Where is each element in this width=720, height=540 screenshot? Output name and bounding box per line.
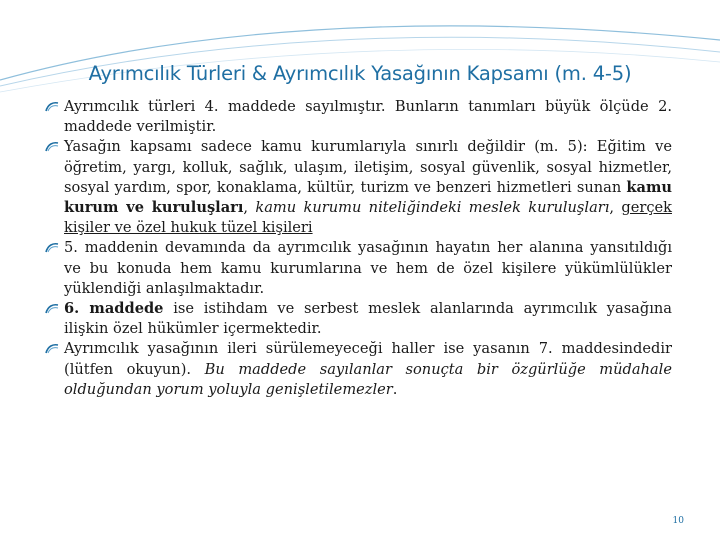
bullet-text: ,: [243, 199, 256, 217]
bullet-text: ,: [609, 199, 622, 217]
bullet-bold-text: kamu kurum ve kuruluşları: [64, 178, 672, 217]
page-number: 10: [672, 516, 684, 526]
header-swoosh-decoration: [0, 0, 720, 110]
bullet-item: [44, 97, 672, 137]
arc-swoosh-icon: [44, 141, 60, 153]
bullet-item: [44, 339, 672, 400]
bullet-text: Yasağın kapsamı sadece kamu kurumlarıyla sınırlı değildir (m. 5): Eğitim ve öğretim, yargı, kolluk, sağlık, ulaşım, iletişim, sosyal güvenlik, sosyal hizmetler, sosyal yardım, spor, konaklama, kültür, turizm ve benzeri hizmetleri sunan: [64, 138, 672, 196]
bullet-item: [44, 299, 672, 339]
bullet-italic-text: kamu kurumu niteliğindeki meslek kuruluşları: [255, 199, 610, 217]
arc-swoosh-icon: [44, 242, 60, 254]
bullet-bold-text: 6. maddede: [64, 300, 164, 318]
arc-swoosh-icon: [44, 101, 60, 113]
bullet-list: [44, 97, 672, 400]
bullet-text: .: [392, 380, 398, 398]
slide-title: Ayrımcılık Türleri & Ayrımcılık Yasağının Kapsamı (m. 4-5): [88, 62, 632, 85]
bullet-text: 5. maddenin devamında da ayrımcılık yasağının hayatın her alanına yansıtıldığı ve bu konuda hem kamu kurumlarına ve hem de özel kişilere yükümlülükler yüklendiği anlaşılmaktadır.: [64, 239, 672, 297]
arc-swoosh-icon: [44, 303, 60, 315]
bullet-item: [44, 238, 672, 299]
bullet-italic-text: Bu maddede sayılanlar sonuçta bir özgürlüğe müdahale olduğundan yorum yoluyla genişletilemezler: [64, 360, 672, 398]
bullet-underlined-text: gerçek kişiler ve özel hukuk tüzel kişileri: [64, 199, 672, 237]
bullet-text: Ayrımcılık türleri 4. maddede sayılmıştır. Bunların tanımları büyük ölçüde 2. maddede verilmiştir.: [64, 98, 672, 136]
bullet-text: Ayrımcılık yasağının ileri sürülemeyeceği haller ise yasanın 7. maddesindedir (lütfen okuyun).: [64, 340, 672, 378]
bullet-item: [44, 137, 672, 238]
arc-swoosh-icon: [44, 343, 60, 355]
bullet-text: ise istihdam ve serbest meslek alanlarında ayrımcılık yasağına ilişkin özel hükümler içermektedir.: [64, 300, 672, 338]
